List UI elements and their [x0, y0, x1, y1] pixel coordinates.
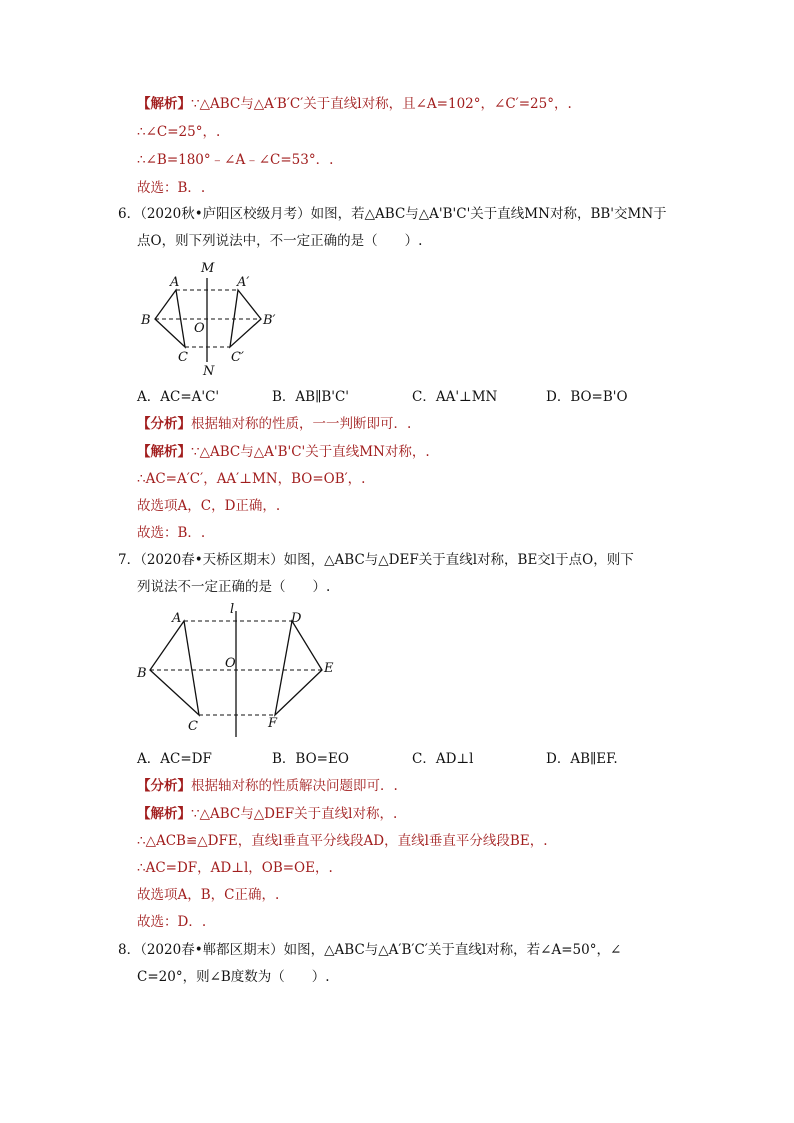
question-7-text: 7．（2020春•天桥区期末）如图，△ABC与△DEF关于直线l对称，BE交l于点O，则下 — [118, 552, 634, 568]
label-o: O — [225, 656, 236, 671]
label-l: l — [230, 602, 235, 617]
analysis-line: 【分析】根据轴对称的性质解决问题即可．. — [137, 778, 398, 794]
solution-line: 【解析】∵△ABC与△DEF关于直线l对称，. — [137, 806, 398, 822]
solution-line: ∴AC=A′C′，AA′⊥MN，BO=OB′，. — [137, 471, 366, 487]
question-6-figure — [138, 258, 288, 378]
solution-line: ∴AC=DF，AD⊥l，OB=OE，. — [137, 860, 333, 876]
option-b[interactable]: B．AB∥B'C' — [272, 389, 349, 405]
solution-line: 【解析】∵△ABC与△A'B'C'关于直线MN对称，. — [137, 444, 430, 460]
question-6-text: 6．（2020秋•庐阳区校级月考）如图，若△ABC与△A'B'C'关于直线MN对称，BB'交MN于 — [118, 206, 667, 222]
solution-line: 【解析】∵△ABC与△A′B′C′关于直线l对称，且∠A=102°，∠C′=25°，. — [137, 96, 572, 112]
solution-line: ∴∠B=180°﹣∠A﹣∠C=53°．. — [137, 152, 334, 168]
label-a: A — [170, 275, 180, 290]
solution-line: 故选项A，C，D正确，. — [137, 498, 281, 514]
label-f: F — [268, 716, 278, 731]
label-d: D — [291, 611, 302, 626]
solution-line: 故选：D．. — [137, 914, 207, 930]
triangle-def — [275, 621, 322, 715]
analysis-line: 【分析】根据轴对称的性质，一一判断即可．. — [137, 416, 412, 432]
option-a[interactable]: A．AC=DF — [137, 751, 212, 767]
option-c[interactable]: C．AD⊥l — [412, 751, 474, 767]
option-c[interactable]: C．AA'⊥MN — [412, 389, 498, 405]
label-a: A — [172, 611, 182, 626]
solution-line: ∴∠C=25°，. — [137, 124, 221, 140]
question-8-text-cont: C=20°，则∠B度数为（ ）. — [137, 969, 330, 985]
label-c2: C′ — [231, 350, 244, 365]
label-e: E — [324, 661, 334, 676]
question-7-text-cont: 列说法不一定正确的是（ ）. — [137, 579, 331, 595]
label-b2: B′ — [263, 313, 276, 328]
label-o: O — [194, 321, 205, 336]
solution-line: 故选：B．. — [137, 180, 206, 196]
triangle-abc — [150, 621, 199, 715]
option-b[interactable]: B．BO=EO — [272, 751, 349, 767]
label-c: C — [188, 719, 198, 734]
label-n: N — [203, 364, 215, 378]
solution-line: 故选：B．. — [137, 525, 206, 541]
label-b: B — [141, 313, 151, 328]
question-8-text: 8．（2020春•郸都区期末）如图，△ABC与△A′B′C′关于直线l对称，若∠A=50°，∠ — [118, 942, 622, 958]
label-c: C — [178, 350, 188, 365]
question-7-figure — [134, 601, 344, 739]
option-a[interactable]: A．AC=A'C' — [137, 389, 220, 405]
option-d[interactable]: D．AB∥EF. — [546, 751, 618, 767]
label-b: B — [137, 666, 147, 681]
solution-line: ∴△ACB≌△DFE，直线l垂直平分线段AD，直线l垂直平分线段BE，. — [137, 833, 548, 849]
label-m: M — [201, 261, 215, 276]
solution-line: 故选项A，B，C正确，. — [137, 887, 280, 903]
question-6-text-cont: 点O，则下列说法中，不一定正确的是（ ）. — [137, 233, 423, 249]
label-a2: A′ — [237, 275, 250, 290]
option-d[interactable]: D．BO=B'O — [546, 389, 628, 405]
